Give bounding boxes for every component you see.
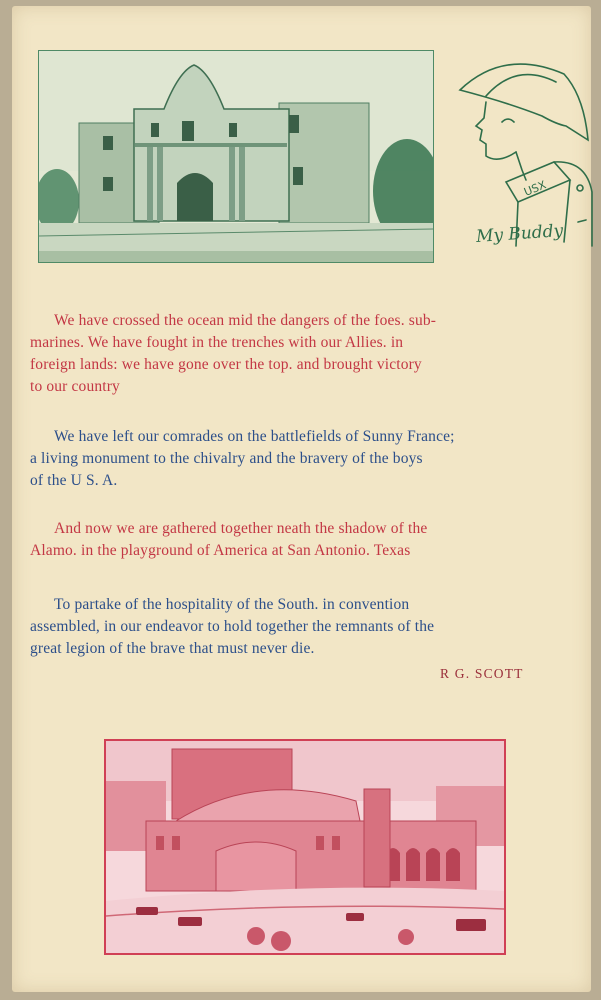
alamo-photo — [38, 50, 434, 263]
text-line: We have left our comrades on the battlefields of Sunny France; — [54, 428, 455, 445]
paragraph-2 — [30, 426, 580, 492]
text-line: great legion of the brave that must never die. — [30, 640, 315, 657]
text-line: And now we are gathered together neath the shadow of the — [54, 520, 428, 537]
text-line: to our country — [30, 378, 120, 395]
text-line: foreign lands: we have gone over the top. and brought victory — [30, 356, 422, 373]
sketch-caption: My Buddy — [475, 220, 564, 248]
paragraph-3 — [30, 518, 580, 562]
paragraph-1 — [30, 310, 580, 398]
collar-text: USX — [522, 178, 548, 199]
auditorium-illustration — [106, 741, 504, 953]
text-line: assembled, in our endeavor to hold together the remnants of the — [30, 618, 435, 635]
text-line: of the U S. A. — [30, 472, 118, 489]
alamo-illustration — [39, 51, 433, 262]
text-line: marines. We have fought in the trenches with our Allies. in — [30, 334, 404, 351]
text-line: a living monument to the chivalry and the bravery of the boys — [30, 450, 423, 467]
text-line: To partake of the hospitality of the South. in convention — [54, 596, 410, 613]
text-line: Alamo. in the playground of America at San Antonio. Texas — [30, 542, 411, 559]
auditorium-photo — [104, 739, 506, 955]
paragraph-4 — [30, 594, 580, 660]
author-signature: R G. SCOTT — [440, 666, 524, 681]
text-line: We have crossed the ocean mid the dangers of the foes. sub- — [54, 312, 437, 329]
